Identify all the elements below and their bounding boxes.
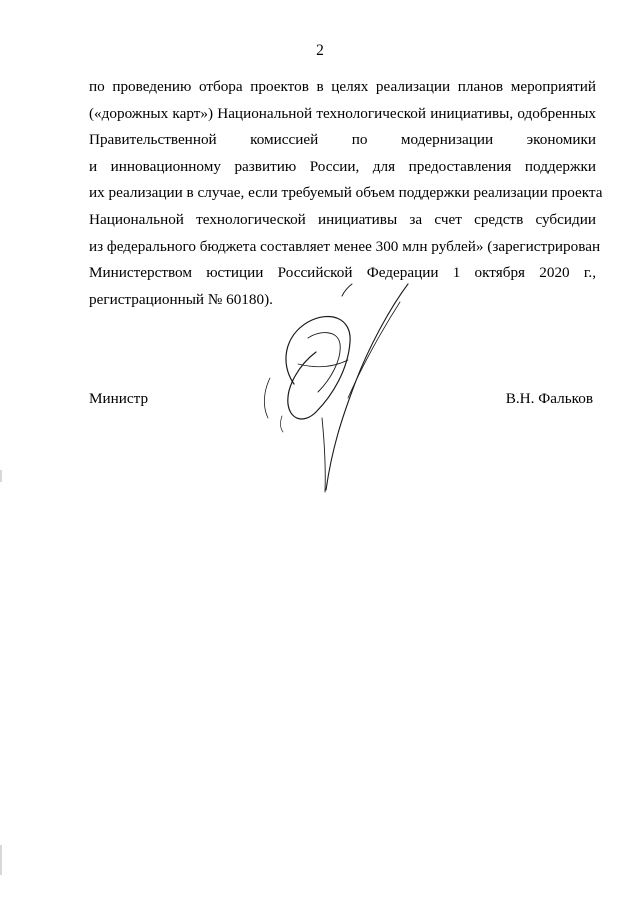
scan-edge-mark — [0, 845, 2, 875]
scan-edge-mark — [0, 470, 2, 482]
signature-block — [89, 387, 593, 411]
paragraph-line: Министерством юстиции Российской Федерации 1 октября 2020 г., — [89, 264, 596, 282]
handwritten-signature — [250, 268, 440, 498]
paragraph-line: и инновационному развитию России, для предоставления поддержки — [89, 157, 596, 175]
signer-position: Министр — [89, 390, 149, 407]
paragraph-line: по проведению отбора проектов в целях реализации планов мероприятий — [89, 78, 596, 95]
paragraph-line: Правительственной комиссией по модернизации экономики — [89, 131, 596, 149]
page-number: 2 — [316, 42, 324, 59]
paragraph-line: из федерального бюджета составляет менее 300 млн рублей» (зарегистрирован — [89, 237, 601, 255]
signer-name: В.Н. Фальков — [505, 390, 593, 407]
paragraph-line: регистрационный № 60180). — [89, 290, 273, 308]
paragraph-line: их реализации в случае, если требуемый объем поддержки реализации проекта — [89, 184, 603, 202]
paragraph-line: («дорожных карт») Национальной технологической инициативы, одобренных — [89, 104, 596, 122]
paragraph-line: Национальной технологической инициативы за счет средств субсидии — [89, 210, 596, 228]
